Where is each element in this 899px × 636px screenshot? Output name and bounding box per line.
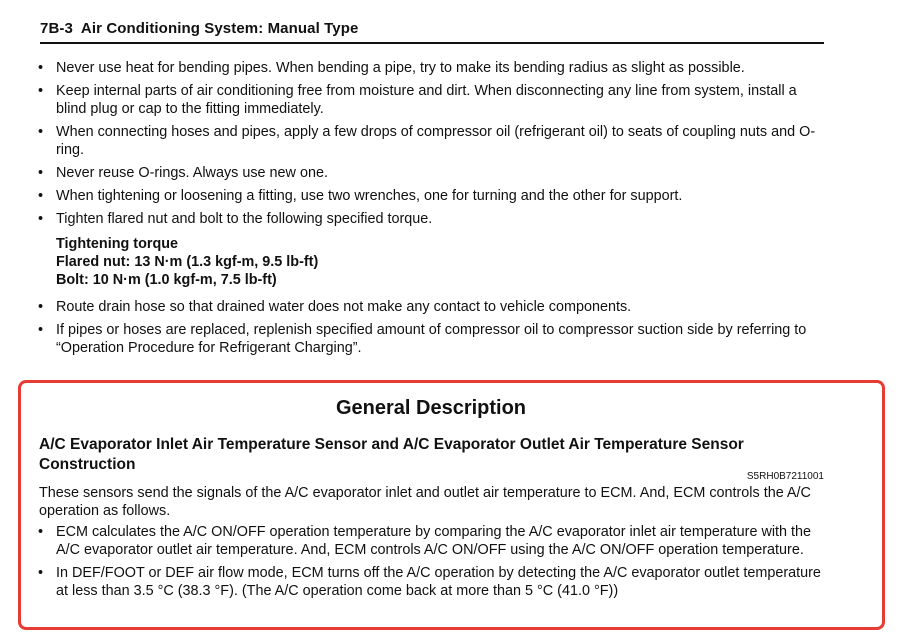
list-item: • When connecting hoses and pipes, apply a few drops of compressor oil (refrigerant oil) to seats of coupling nuts and O-ring. <box>38 123 828 159</box>
intro-paragraph: These sensors send the signals of the A/C evaporator inlet and outlet air temperature to ECM. And, ECM controls the A/C operation as follows. <box>39 485 811 519</box>
list-item: • Never use heat for bending pipes. When bending a pipe, try to make its bending radius as slight as possible. <box>38 59 828 77</box>
list-item: • Keep internal parts of air conditioning free from moisture and dirt. When disconnecting any line from system, install a blind plug or cap to the fitting immediately. <box>38 82 828 118</box>
description-list <box>38 523 828 605</box>
page-header <box>40 20 824 44</box>
torque-bolt: Bolt: 10 N·m (1.0 kgf-m, 7.5 lb-ft) <box>56 272 277 288</box>
list-item: • Tighten flared nut and bolt to the following specified torque. <box>38 210 828 228</box>
list-item: • When tightening or loosening a fitting, use two wrenches, one for turning and the other for support. <box>38 187 828 205</box>
list-item: • Never reuse O-rings. Always use new one. <box>38 164 828 182</box>
header-title <box>40 20 358 37</box>
section-name: Air Conditioning System: Manual Type <box>80 20 359 37</box>
torque-flared-nut: Flared nut: 13 N·m (1.3 kgf-m, 9.5 lb-ft) <box>56 254 319 270</box>
torque-heading: Tightening torque <box>56 236 179 252</box>
precautions-list <box>38 59 828 233</box>
torque-spec <box>56 235 318 289</box>
list-item: • In DEF/FOOT or DEF air flow mode, ECM turns off the A/C operation by detecting the A/C evaporator outlet temperature at less than 3.5 °C (38.3 °F). (The A/C operation come back at more than 5 °C (41.0 °F)) <box>38 564 828 600</box>
list-item: • If pipes or hoses are replaced, replenish specified amount of compressor oil to compressor suction side by referring to “Operation Procedure for Refrigerant Charging”. <box>38 321 828 357</box>
general-description-title: General Description <box>335 397 527 419</box>
section-title: A/C Evaporator Inlet Air Temperature Sensor and A/C Evaporator Outlet Air Temperature Sensor Construction <box>39 436 744 473</box>
list-item: • Route drain hose so that drained water does not make any contact to vehicle components. <box>38 298 828 316</box>
precautions-list-2 <box>38 298 828 362</box>
list-item: • ECM calculates the A/C ON/OFF operation temperature by comparing the A/C evaporator inlet air temperature with the A/C evaporator outlet air temperature. And, ECM controls A/C ON/OFF using the A/C ON/OFF operation temperature. <box>38 523 828 559</box>
section-number: 7B-3 <box>40 20 73 37</box>
document-code: S5RH0B7211001 <box>746 471 824 482</box>
